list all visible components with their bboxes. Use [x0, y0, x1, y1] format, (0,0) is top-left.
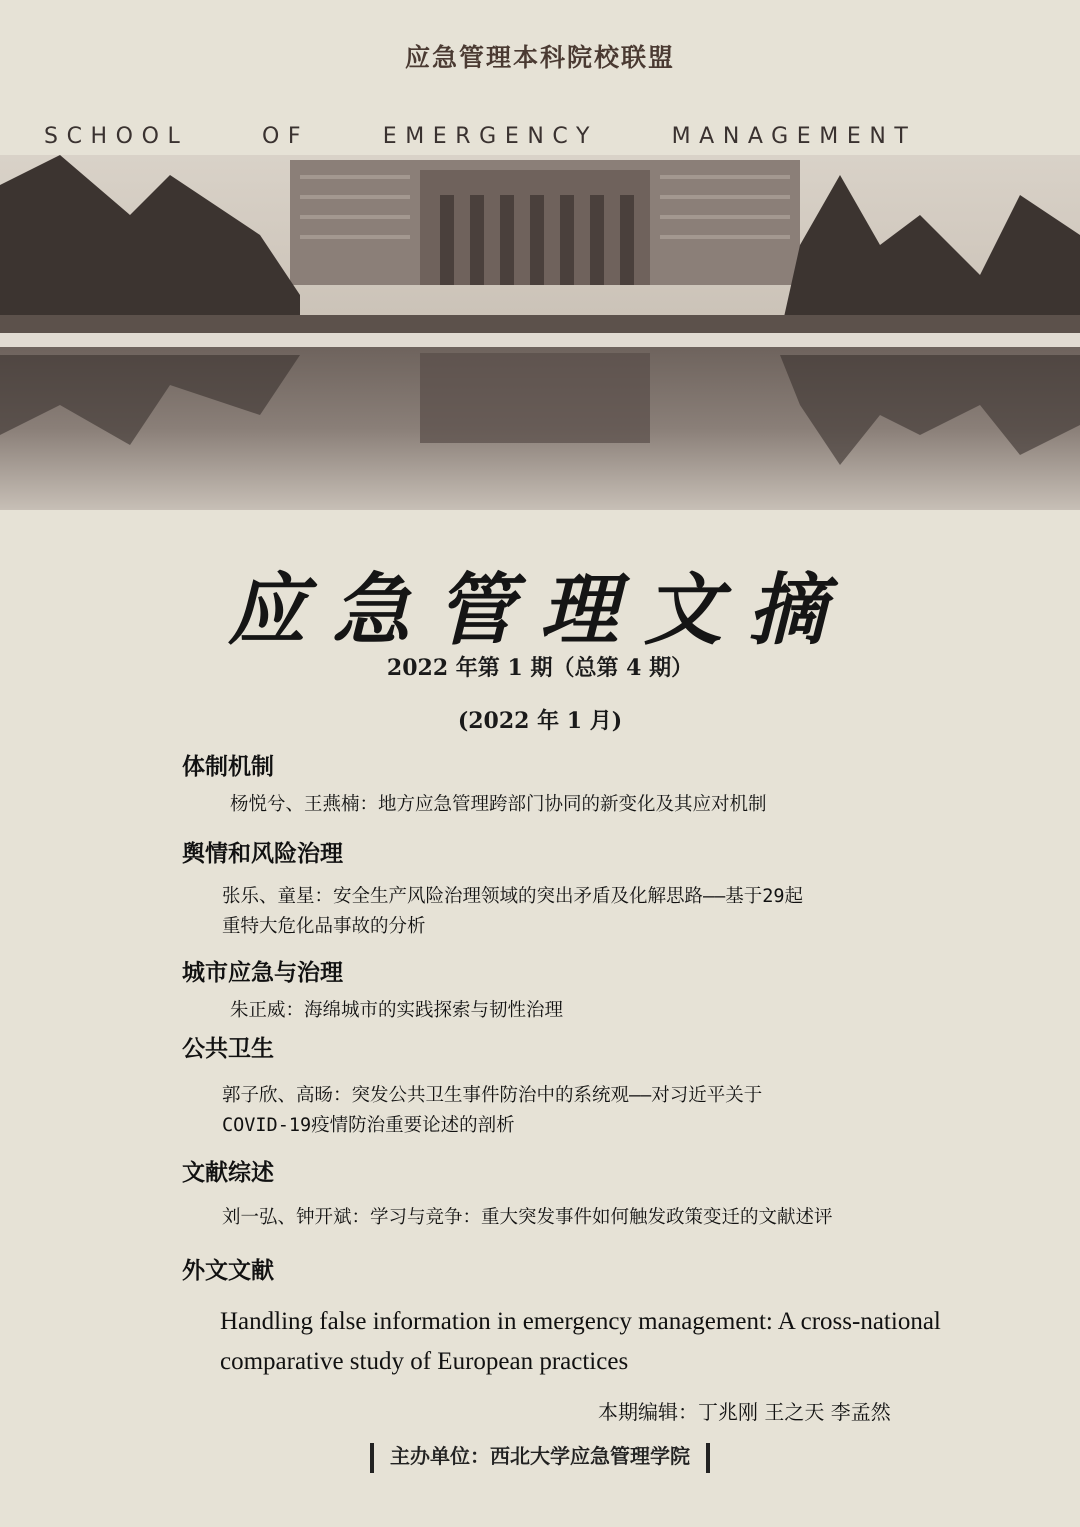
article-entry: [222, 996, 962, 1026]
section-title: 体制机制: [182, 754, 274, 780]
divider-bar: [370, 1443, 374, 1473]
article-entry: [222, 790, 962, 820]
divider-bar: [706, 1443, 710, 1473]
alliance-title: 应急管理本科院校联盟: [404, 43, 675, 72]
publication-title: 应急管理文摘: [227, 565, 852, 656]
article-entry: [222, 882, 962, 942]
section-title: 外文文献: [182, 1258, 274, 1284]
article-line: 张乐、童星：安全生产风险治理领域的突出矛盾及化解思路——基于29起: [222, 886, 804, 907]
issue-number: 2022 年第 1 期（总第 4 期）: [386, 655, 694, 681]
section-title: 城市应急与治理: [182, 960, 343, 986]
article-line: 郭子欣、高旸：突发公共卫生事件防治中的系统观——对习近平关于: [222, 1085, 763, 1106]
sponsor-text: 主办单位：西北大学应急管理学院: [390, 1444, 690, 1468]
article-line: 刘一弘、钟开斌：学习与竞争：重大突发事件如何触发政策变迁的文献述评: [222, 1207, 833, 1228]
article-line: 杨悦兮、王燕楠：地方应急管理跨部门协同的新变化及其应对机制: [230, 794, 767, 815]
article-line: Handling false information in emergency management: A cross-national: [220, 1308, 941, 1335]
article-line: 重特大危化品事故的分析: [222, 916, 426, 937]
article-entry: [222, 1203, 962, 1233]
article-line: 朱正威：海绵城市的实践探索与韧性治理: [230, 1000, 564, 1021]
section-title: 文献综述: [182, 1160, 274, 1186]
campus-photo: [0, 155, 1080, 510]
article-line: comparative study of European practices: [220, 1348, 629, 1375]
article-entry: [220, 1302, 1040, 1382]
issue-date: (2022 年 1 月): [457, 708, 623, 734]
article-entry: [222, 1081, 962, 1141]
sponsor-line: [0, 1440, 1080, 1473]
article-line: COVID-19疫情防治重要论述的剖析: [222, 1115, 515, 1136]
editors-credit: 本期编辑：丁兆刚 王之天 李孟然: [598, 1400, 891, 1424]
section-title: 公共卫生: [182, 1036, 274, 1062]
school-english-title: SCHOOL OF EMERGENCY MANAGEMENT: [44, 124, 917, 149]
section-title: 舆情和风险治理: [182, 841, 343, 867]
